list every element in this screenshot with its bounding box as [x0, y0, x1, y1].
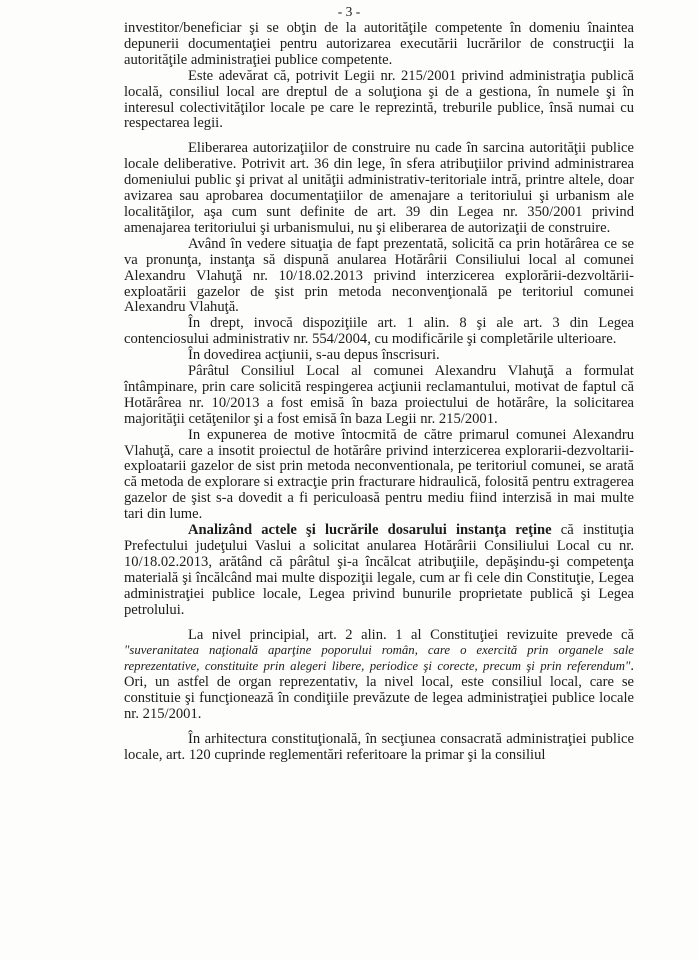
paragraph-request: Având în vedere situaţia de fapt prezentată, solicită ca prin hotărârea ce se va pronunţa, instanţa să dispună anularea Hotărârii Consiliului local al comunei Alexandru Vlahuţă nr. 10/18.02.2013 privind interzicerea explorării-dezvoltării-exploatării gazelor de şist prin metoda neconvenţională pe teritoriul comunei Alexandru Vlahuţă.: [124, 235, 634, 316]
analysis-bold-lead: Analizând actele şi lucrările dosarului instanţa reţine: [188, 522, 552, 539]
paragraph-motives: In expunerea de motive întocmită de către primarul comunei Alexandru Vlahuţă, care a insotit proiectul de hotărâre privind interzicerea explorarii-dezvoltarii-exploatarii gazelor de sist prin metoda neconventionala, pe teritoriul comunei, se arată că metoda de explorare si extracţie prin fracturare hidraulică, folosită pentru extragerea gazelor de şist s-a dovedit a fi periculoasă pentru mediu fiind interzisă in mai multe tari din lume.: [124, 426, 634, 523]
page-number: - 3 -: [337, 4, 361, 19]
paragraph-continuation: investitor/beneficiar şi se obţin de la autorităţile competente în domeniu înaintea depunerii documentaţiei pentru autorizarea executării lucrărilor de construcţii la autorităţile administraţiei publice competente.: [124, 20, 634, 68]
constitution-quote: "suveranitatea naţională aparţine poporului român, care o exercită prin organele sale reprezentative, constituite prin alegeri libere, periodice şi corecte, precum şi prin referendum": [124, 643, 634, 674]
constitution-after: . Ori, un astfel de organ reprezentativ, la nivel local, este consiliul local, care se constituie şi funcţionează în condiţiile prevăzute de legea administraţiei publice locale nr. 215/2001.: [124, 658, 634, 723]
paragraph-evidence: În dovedirea acţiunii, s-au depus înscrisuri.: [188, 347, 440, 364]
paragraph-law-215: Este adevărat că, potrivit Legii nr. 215/2001 privind administraţia publică locală, consiliul local are dreptul de a soluţiona şi de a gestiona, în numele şi în interesul colectivităţilor locale pe care le reprezintă, treburile publice, însă numai cu respectarea legii.: [124, 67, 634, 132]
paragraph-legal-basis: În drept, invocă dispoziţiile art. 1 alin. 8 şi ale art. 3 din Legea contenciosului administrativ nr. 554/2004, cu modificările şi completările ulterioare.: [124, 315, 634, 348]
paragraph-constitution: [124, 628, 634, 723]
document-body: [124, 21, 634, 764]
constitution-intro: La nivel principial, art. 2 alin. 1 al Constituţiei revizuite prevede că: [188, 626, 634, 643]
paragraph-building-permits: Eliberarea autorizaţiilor de construire nu cade în sarcina autorităţii publice locale deliberative. Potrivit art. 36 din lege, în sfera atribuţiilor privind administrarea domeniului public şi privat al unităţii administrativ-teritoriale intră, printre altele, doar avizarea sau aprobarea documentaţiilor de amenajare a teritoriului şi urbanism ale localităţilor, aşa cum sunt definite de art. 39 din Legea nr. 350/2001 privind amenajarea teritoriului şi urbanismului, nu şi eliberarea de autorizaţii de construire.: [124, 140, 634, 236]
paragraph-architecture: În arhitectura constituţională, în secţiunea consacrată administraţiei publice locale, art. 120 cuprinde reglementări referitoare la primar şi la consiliul: [124, 730, 634, 763]
paragraph-analysis: [124, 523, 634, 618]
paragraph-defendant: Pârâtul Consiliul Local al comunei Alexandru Vlahuţă a formulat întâmpinare, prin care solicită respingerea acţiunii reclamantului, motivat de faptul că Hotărârea nr. 10/2013 a fost emisă în baza proiectului de hotărâre, la solicitarea majorităţii cetăţenilor şi a fost emisă în baza Legii nr. 215/2001.: [124, 363, 634, 427]
analysis-text: că instituţia Prefectului judeţului Vaslui a solicitat anularea Hotărârii Consiliului Local cu nr. 10/18.02.2013, arătând că pârâtul şi-a încălcat atribuţiile, depăşindu-şi competenţa materială şi încălcând mai multe dispoziţii legale, cum ar fi cele din Constituţie, Legea administraţiei publice locale, Legea privind bunurile proprietate publică şi Legea petrolului.: [124, 522, 634, 618]
